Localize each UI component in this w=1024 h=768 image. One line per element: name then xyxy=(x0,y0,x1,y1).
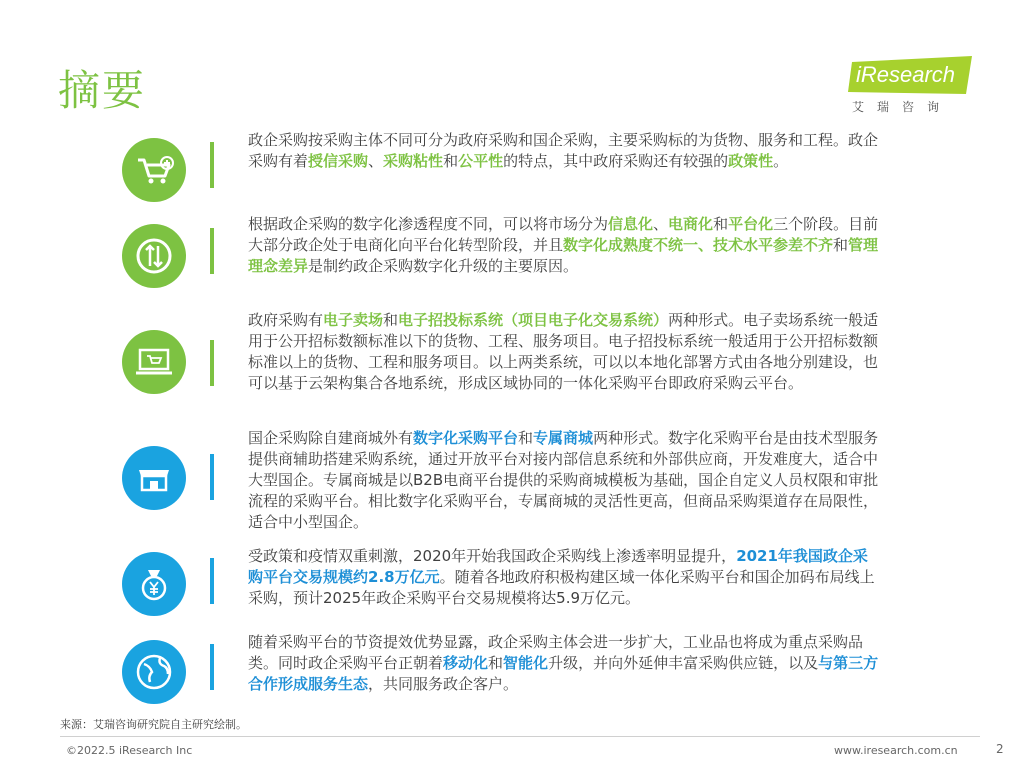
body-text: 升级，并向外延伸丰富采购供应链，以及 xyxy=(548,654,819,672)
body-text: 受政策和疫情双重刺激，2020年开始我国政企采购线上渗透率明显提升， xyxy=(248,547,737,565)
highlight-text: 采购粘性 xyxy=(383,152,444,170)
body-text: 和 xyxy=(518,429,534,447)
body-text: 和 xyxy=(443,152,459,170)
body-text: 三个阶段。目前大部分政企处于电商化向平台化转型阶段，并且 xyxy=(248,215,879,254)
row-text xyxy=(248,310,880,394)
row-text xyxy=(248,130,880,172)
highlight-text: 数字化成熟度不统一、技术水平参差不齐 xyxy=(563,236,834,254)
row-text xyxy=(248,428,880,533)
footer-website-link[interactable]: www.iresearch.com.cn xyxy=(834,744,958,757)
storefront-icon xyxy=(122,446,186,510)
highlight-text: 智能化 xyxy=(503,654,549,672)
body-text: 是制约政企采购数字化升级的主要原因。 xyxy=(308,257,579,275)
page-number: 2 xyxy=(996,742,1004,756)
iresearch-logo xyxy=(840,52,980,118)
row-text xyxy=(248,632,880,695)
up-down-arrows-icon xyxy=(122,224,186,288)
highlight-text: 电子招投标系统（项目电子化交易系统） xyxy=(398,311,669,329)
body-text: 政府采购有 xyxy=(248,311,324,329)
body-text: 政企采购按采购主体不同可分为政府采购和国企采购，主要采购标的为货物、服务和工程。政企采购有着 xyxy=(248,131,879,170)
highlight-text: 电子卖场 xyxy=(323,311,384,329)
body-text: 和 xyxy=(488,654,504,672)
row-divider-bar xyxy=(210,228,214,274)
laptop-cart-icon xyxy=(122,330,186,394)
body-text: 根据政企采购的数字化渗透程度不同，可以将市场分为 xyxy=(248,215,609,233)
footer-divider xyxy=(60,736,980,737)
body-text: 两种形式。电子卖场系统一般适用于公开招标数额标准以下的货物、工程、服务项目。电子招投标系统一般适用于公开招标数额标准以上的货物、工程和服务项目。以上两类系统，可以以本地化部署方式由各地分别建设，也可以基于云架构集合各地系统，形成区域协同的一体化采购平台即政府采购云平台。 xyxy=(248,311,879,392)
row-divider-bar xyxy=(210,644,214,690)
row-divider-bar xyxy=(210,340,214,386)
body-text: 的特点，其中政府采购还有较强的 xyxy=(503,152,729,170)
highlight-text: 2021年我国政企采购平台交易规模约2.8万亿元 xyxy=(248,547,868,586)
highlight-text: 公平性 xyxy=(458,152,504,170)
row-divider-bar xyxy=(210,142,214,188)
highlight-text: 专属商城 xyxy=(533,429,594,447)
body-text: 随着采购平台的节资提效优势显露，政企采购主体会进一步扩大，工业品也将成为重点采购品类。同时政企采购平台正朝着 xyxy=(248,633,864,672)
yuan-bag-icon xyxy=(122,552,186,616)
page-title: 摘要 xyxy=(58,66,147,115)
body-text: ，共同服务政企客户。 xyxy=(368,675,519,693)
highlight-text: 平台化 xyxy=(728,215,774,233)
highlight-text: 授信采购 xyxy=(308,152,369,170)
source-note: 来源：艾瑞咨询研究院自主研究绘制。 xyxy=(60,718,247,731)
highlight-text: 数字化采购平台 xyxy=(413,429,519,447)
body-text: 、 xyxy=(653,215,669,233)
body-text: 、 xyxy=(368,152,384,170)
globe-icon xyxy=(122,640,186,704)
highlight-text: 政策性 xyxy=(728,152,774,170)
logo-brand-text: iResearch xyxy=(856,62,956,87)
row-divider-bar xyxy=(210,558,214,604)
body-text: 两种形式。数字化采购平台是由技术型服务提供商辅助搭建采购系统，通过开放平台对接内部信息系统和外部供应商，开发难度大，适合中大型国企。专属商城是以B2B电商平台提供的采购商城模板为基础，国企自定义人员权限和审批流程的采购平台。相比数字化采购平台，专属商城的灵活性更高，但商品采购渠道存在局限性，适合中小型国企。 xyxy=(248,429,879,531)
body-text: 。随着各地政府积极构建区域一体化采购平台和国企加码布局线上采购，预计2025年政企采购平台交易规模将达5.9万亿元。 xyxy=(248,568,875,607)
highlight-text: 与第三方合作形成服务生态 xyxy=(248,654,879,693)
body-text: 国企采购除自建商城外有 xyxy=(248,429,414,447)
body-text: 和 xyxy=(833,236,849,254)
highlight-text: 电商化 xyxy=(668,215,714,233)
body-text: 和 xyxy=(383,311,399,329)
logo-cn-text: 艾瑞咨询 xyxy=(852,100,953,114)
highlight-text: 移动化 xyxy=(443,654,489,672)
body-text: 和 xyxy=(713,215,729,233)
shopping-cart-icon xyxy=(122,138,186,202)
row-text xyxy=(248,214,880,277)
row-divider-bar xyxy=(210,454,214,500)
body-text: 。 xyxy=(773,152,789,170)
row-text xyxy=(248,546,880,609)
footer-copyright: ©2022.5 iResearch Inc xyxy=(66,744,193,757)
highlight-text: 管理理念差异 xyxy=(248,236,879,275)
highlight-text: 信息化 xyxy=(608,215,654,233)
